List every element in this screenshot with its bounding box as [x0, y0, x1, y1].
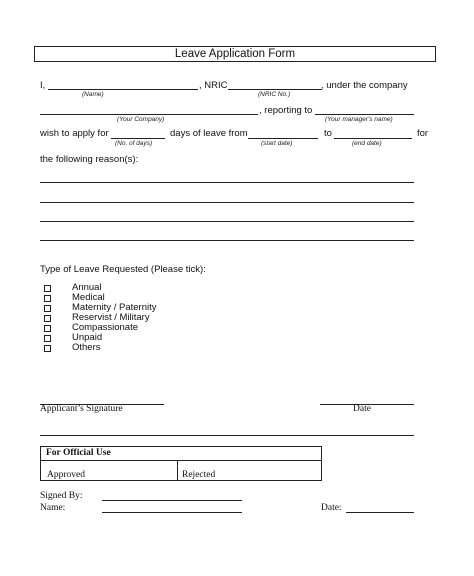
signed-by-line[interactable]	[102, 500, 242, 501]
end-date-field[interactable]	[334, 138, 412, 139]
leave-type-maternity: Maternity / Paternity	[72, 302, 157, 313]
reason-line-4[interactable]	[40, 240, 414, 241]
form-title-box	[34, 46, 436, 62]
company-hint: (Your Company)	[117, 116, 165, 123]
official-name-line[interactable]	[102, 512, 242, 513]
leave-type-reservist: Reservist / Military	[72, 312, 150, 323]
for-label: for	[417, 128, 429, 139]
name-label: Name:	[40, 503, 66, 513]
wish-label: wish to apply for	[40, 128, 109, 139]
reason-line-2[interactable]	[40, 202, 414, 203]
checkbox-others[interactable]	[44, 345, 51, 352]
leave-type-label: Type of Leave Requested (Please tick):	[40, 264, 206, 275]
leave-type-others: Others	[72, 342, 101, 353]
checkbox-reservist[interactable]	[44, 315, 51, 322]
name-field[interactable]	[48, 89, 198, 90]
days-label: days of leave from	[170, 128, 248, 139]
official-use-header	[41, 447, 321, 461]
date-label: Date	[353, 404, 371, 414]
checkbox-compassionate[interactable]	[44, 325, 51, 332]
signed-by-label: Signed By:	[40, 491, 83, 501]
days-hint: (No. of days)	[115, 140, 153, 147]
days-field[interactable]	[111, 138, 165, 139]
reasons-label: the following reason(s):	[40, 154, 139, 165]
official-date-line[interactable]	[346, 512, 414, 513]
end-date-hint: (end date)	[352, 140, 382, 147]
reason-line-3[interactable]	[40, 221, 414, 222]
leave-type-medical: Medical	[72, 292, 105, 303]
manager-hint: (Your manager's name)	[325, 116, 393, 123]
checkbox-maternity[interactable]	[44, 305, 51, 312]
official-use-divider	[177, 460, 178, 480]
form-title: Leave Application Form	[174, 48, 296, 60]
nric-label: , NRIC	[199, 80, 228, 91]
signature-label: Applicant’s Signature	[40, 404, 123, 414]
name-hint: (Name)	[82, 91, 104, 98]
reporting-label: , reporting to	[259, 105, 313, 116]
company-label: , under the company	[321, 80, 408, 91]
reason-line-1[interactable]	[40, 182, 414, 183]
manager-field[interactable]	[315, 114, 414, 115]
company-field[interactable]	[40, 114, 258, 115]
nric-field[interactable]	[228, 89, 322, 90]
nric-hint: (NRIC No.)	[258, 91, 291, 98]
approved-label[interactable]: Approved	[47, 470, 85, 480]
to-label: to	[324, 128, 332, 139]
leave-type-unpaid: Unpaid	[72, 332, 103, 343]
checkbox-annual[interactable]	[44, 285, 51, 292]
start-date-field[interactable]	[248, 138, 318, 139]
checkbox-unpaid[interactable]	[44, 335, 51, 342]
rejected-label[interactable]: Rejected	[182, 470, 216, 480]
official-use-title: For Official Use	[46, 448, 111, 458]
official-date-label: Date:	[321, 503, 342, 513]
start-date-hint: (start date)	[261, 140, 293, 147]
separator-line	[40, 435, 414, 436]
leave-type-compassionate: Compassionate	[72, 322, 139, 333]
checkbox-medical[interactable]	[44, 295, 51, 302]
official-use-box	[40, 446, 322, 481]
leave-type-annual: Annual	[72, 282, 102, 293]
line1-prefix: I,	[40, 80, 46, 91]
